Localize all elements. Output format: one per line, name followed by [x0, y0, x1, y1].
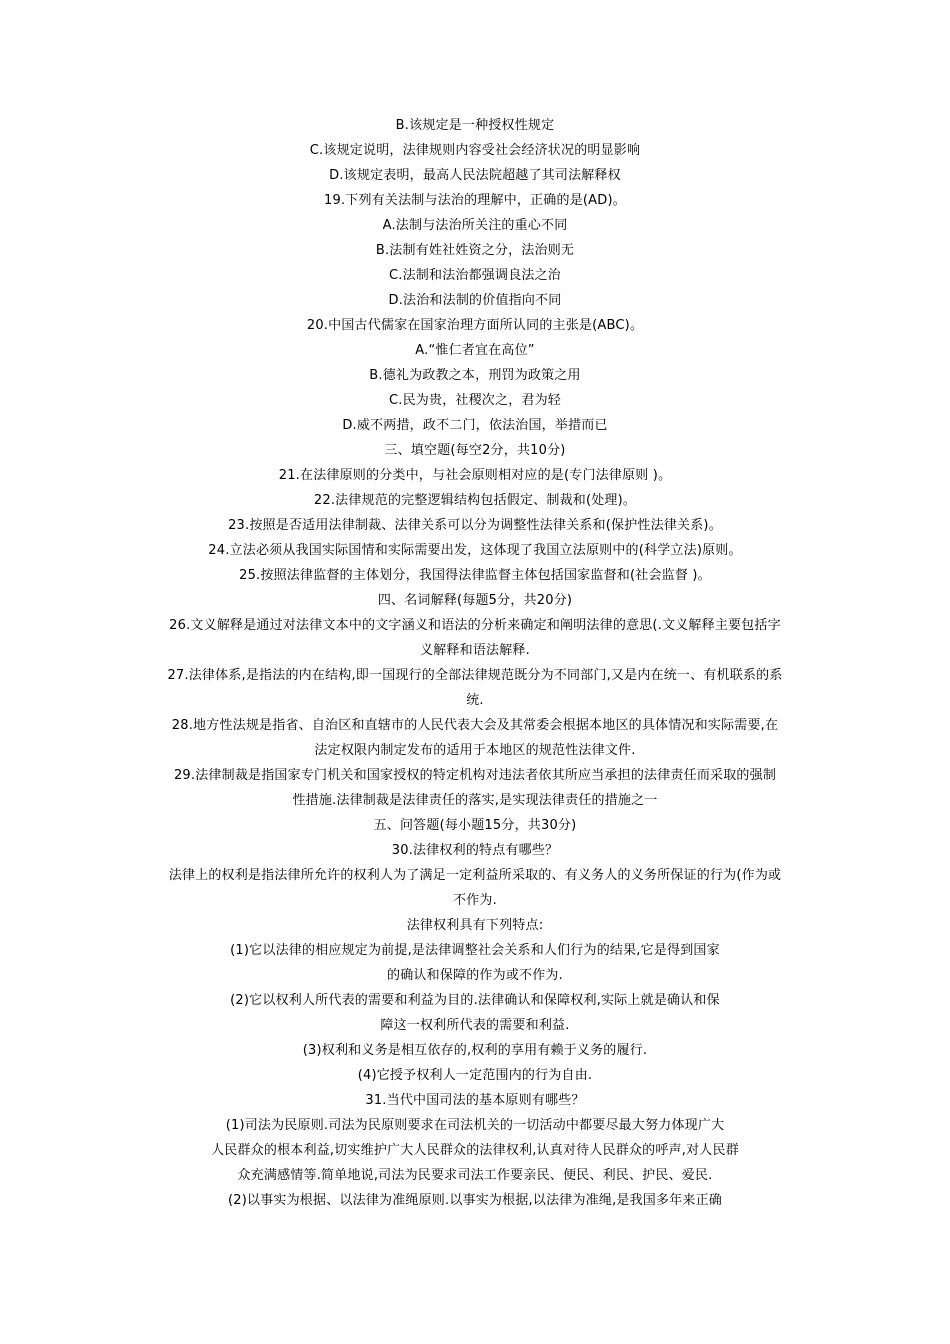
text-line: 四、名词解释(每题5分，共20分): [377, 593, 573, 608]
text-line: 不作为.: [453, 893, 497, 908]
text-line: 21.在法律原则的分类中，与社会原则相对应的是(专门法律原则 )。: [278, 468, 672, 483]
text-line: 20.中国古代儒家在国家治理方面所认同的主张是(ABC)。: [306, 318, 644, 333]
text-line: 法律权利具有下列特点:: [406, 918, 544, 933]
text-line: B.法制有姓社姓资之分，法治则无: [375, 243, 575, 258]
text-line: C.民为贵，社稷次之，君为轻: [388, 393, 561, 408]
text-line: 众充满感情等.简单地说,司法为民要求司法工作要亲民、便民、利民、护民、爱民.: [237, 1168, 713, 1183]
text-line: 27.法律体系,是指法的内在结构,即一国现行的全部法律规范既分为不同部门,又是内在统一、有机联系的系: [167, 668, 783, 683]
text-line: 25.按照法律监督的主体划分，我国得法律监督主体包括国家监督和(社会监督 )。: [239, 568, 711, 583]
text-line: 24.立法必须从我国实际国情和实际需要出发，这体现了我国立法原则中的(科学立法)原则。: [208, 543, 742, 558]
text-line: 五、问答题(每小题15分，共30分): [373, 818, 577, 833]
text-line: (1)它以法律的相应规定为前提,是法律调整社会关系和人们行为的结果,它是得到国家: [230, 943, 720, 958]
text-line: C.法制和法治都强调良法之治: [388, 268, 561, 283]
text-line: 统.: [466, 693, 484, 708]
text-line: 人民群众的根本利益,切实维护广大人民群众的法律权利,认真对待人民群众的呼声,对人民群: [211, 1143, 739, 1158]
text-line: 23.按照是否适用法律制裁、法律关系可以分为调整性法律关系和(保护性法律关系)。: [228, 518, 722, 533]
text-line: (4)它授予权利人一定范围内的行为自由.: [357, 1068, 593, 1083]
text-line: 28.地方性法规是指省、自治区和直辖市的人民代表大会及其常委会根据本地区的具体情况和实际需要,在: [171, 718, 779, 733]
text-line: 性措施.法律制裁是法律责任的落实,是实现法律责任的措施之一: [292, 793, 658, 808]
text-line: B.该规定是一种授权性规定: [395, 118, 555, 133]
text-line: 22.法律规范的完整逻辑结构包括假定、制裁和(处理)。: [313, 493, 637, 508]
document-page: [0, 113, 950, 1213]
text-line: (2)以事实为根据、以法律为准绳原则.以事实为根据,以法律为准绳,是我国多年来正确: [227, 1193, 722, 1208]
text-line: 26.文义解释是通过对法律文本中的文字涵义和语法的分析来确定和阐明法律的意思(.文义解释主要包括字: [169, 618, 781, 633]
text-line: D.法治和法制的价值指向不同: [388, 293, 562, 308]
text-line: 31.当代中国司法的基本原则有哪些？: [365, 1093, 585, 1108]
text-line: (3)权利和义务是相互依存的,权利的享用有赖于义务的履行.: [302, 1043, 648, 1058]
text-line: 障这一权利所代表的需要和利益.: [380, 1018, 570, 1033]
text-line: 19.下列有关法制与法治的理解中，正确的是(AD)。: [324, 193, 626, 208]
text-line: A.“惟仁者宜在高位”: [415, 343, 535, 358]
text-line: 29.法律制裁是指国家专门机关和国家授权的特定机构对违法者依其所应当承担的法律责任而采取的强制: [173, 768, 777, 783]
text-line: 的确认和保障的作为或不作为.: [387, 968, 563, 983]
text-line: 法定权限内制定发布的适用于本地区的规范性法律文件.: [314, 743, 636, 758]
text-line: 义解释和语法解释.: [420, 643, 530, 658]
text-line: 法律上的权利是指法律所允许的权利人为了满足一定利益所采取的、有义务人的义务所保证的行为(作为或: [168, 868, 782, 883]
text-line: B.德礼为政教之本，刑罚为政策之用: [369, 368, 581, 383]
text-line: (2)它以权利人所代表的需要和利益为目的.法律确认和保障权利,实际上就是确认和保: [230, 993, 720, 1008]
text-line: 三、填空题(每空2分，共10分): [384, 443, 566, 458]
text-line: (1)司法为民原则.司法为民原则要求在司法机关的一切活动中都要尽最大努力体现广大: [225, 1118, 725, 1133]
text-line: 30.法律权利的特点有哪些？: [391, 843, 559, 858]
text-line: A.法制与法治所关注的重心不同: [382, 218, 568, 233]
text-line: C.该规定说明，法律规则内容受社会经济状况的明显影响: [309, 143, 641, 158]
text-line: D.威不两措，政不二门，依法治国，举措而已: [342, 418, 608, 433]
text-line: D.该规定表明，最高人民法院超越了其司法解释权: [329, 168, 621, 183]
